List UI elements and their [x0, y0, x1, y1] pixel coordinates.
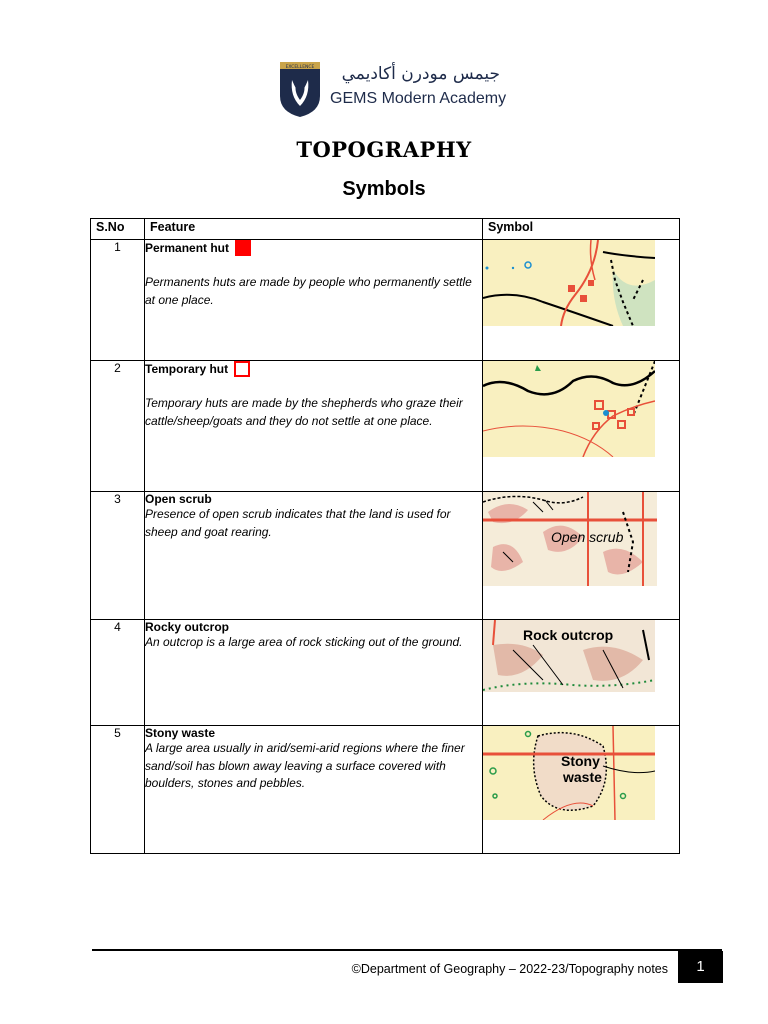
map-label-2: waste [563, 769, 602, 785]
symbol-cell [483, 240, 680, 361]
permanent-hut-marker [235, 240, 251, 256]
page-title: TOPOGRAPHY [296, 137, 472, 162]
feature-cell [145, 492, 483, 620]
header-feature: Feature [145, 219, 483, 240]
crest-icon [278, 60, 322, 118]
feature-cell [145, 240, 483, 361]
table-row [91, 492, 680, 620]
feature-description: Presence of open scrub indicates that the land is used for sheep and goat rearing. [145, 507, 451, 539]
map-stony-waste-image [483, 726, 655, 820]
symbols-table [90, 218, 680, 854]
feature-name: Temporary hut [145, 362, 229, 376]
row-number: 5 [91, 726, 145, 854]
header-sno: S.No [91, 219, 145, 240]
page-number: 1 [696, 958, 705, 975]
header-symbol: Symbol [483, 219, 680, 240]
map-label-1: Stony [561, 753, 600, 769]
feature-cell [145, 620, 483, 726]
feature-description: Permanents huts are made by people who permanently settle at one place. [145, 275, 472, 307]
row-number: 1 [91, 240, 145, 361]
table-row [91, 620, 680, 726]
map-rock-outcrop-image [483, 620, 655, 692]
symbol-cell [483, 620, 680, 726]
feature-name: Permanent hut [145, 241, 230, 255]
school-name-arabic: جيمس مودرن أكاديمي [341, 64, 500, 84]
feature-cell [145, 726, 483, 854]
page-number-box [678, 951, 723, 983]
row-number: 4 [91, 620, 145, 726]
table-header-row [91, 219, 680, 240]
map-permanent-hut-image [483, 240, 655, 326]
map-temporary-hut-image [483, 361, 655, 457]
feature-description: A large area usually in arid/semi-arid regions where the finer sand/soil has blown away leaving a surface covered with boulders, stones and pebbles. [145, 741, 465, 790]
table-row [91, 361, 680, 492]
feature-name: Open scrub [145, 492, 212, 506]
footer-divider [92, 949, 722, 951]
symbol-cell [483, 492, 680, 620]
table-row [91, 240, 680, 361]
feature-description: Temporary huts are made by the shepherds who graze their cattle/sheep/goats and they do not settle at one place. [145, 396, 463, 428]
row-number: 3 [91, 492, 145, 620]
map-label: Rock outcrop [523, 627, 614, 643]
feature-cell [145, 361, 483, 492]
footer-text: ©Department of Geography – 2022-23/Topography notes [351, 962, 668, 976]
map-label: Open scrub [551, 529, 624, 545]
map-open-scrub-image [483, 492, 657, 586]
page-subtitle: Symbols [342, 178, 426, 200]
row-number: 2 [91, 361, 145, 492]
feature-name: Stony waste [145, 726, 216, 740]
school-name-english: GEMS Modern Academy [330, 90, 507, 107]
table-row [91, 726, 680, 854]
symbol-cell [483, 726, 680, 854]
school-logo [278, 60, 507, 120]
temporary-hut-marker [234, 361, 250, 377]
crest-text: EXCELLENCE [285, 65, 315, 70]
feature-name: Rocky outcrop [145, 620, 230, 634]
feature-description: An outcrop is a large area of rock sticking out of the ground. [145, 635, 463, 649]
symbol-cell [483, 361, 680, 492]
